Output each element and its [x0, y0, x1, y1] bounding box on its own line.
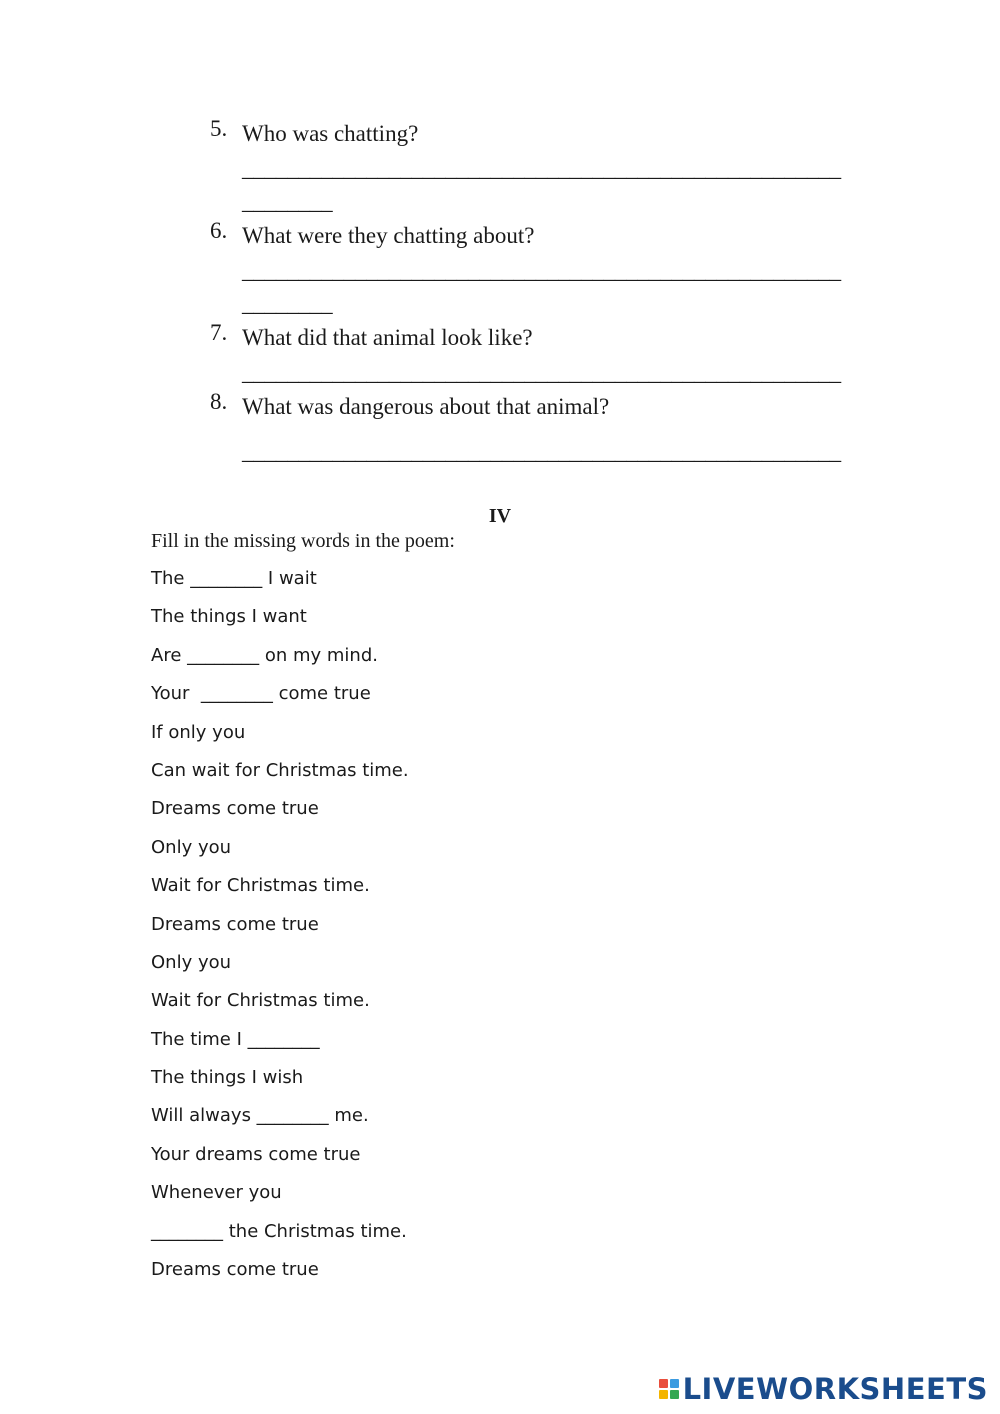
answer-line[interactable]: _____________________________________________________ — [242, 360, 841, 385]
poem-line: Only you — [151, 836, 232, 858]
question-text: What was dangerous about that animal? — [242, 394, 610, 419]
question-text: What did that animal look like? — [242, 325, 533, 350]
question-7 — [210, 320, 850, 389]
poem-line: Wait for Christmas time. — [151, 990, 370, 1012]
section-heading: IV — [488, 505, 512, 527]
question-8 — [210, 389, 850, 468]
poem — [151, 563, 409, 1292]
poem-line: Can wait for Christmas time. — [151, 759, 409, 781]
logo-square — [670, 1390, 679, 1399]
brand-name: LIVEWORKSHEETS — [682, 1372, 988, 1406]
poem-line: Whenever you — [151, 1182, 282, 1204]
logo-square — [659, 1379, 668, 1388]
poem-line[interactable]: Your ________ come true — [151, 683, 371, 705]
poem-line[interactable]: Are ________ on my mind. — [151, 644, 378, 666]
question-number: 6. — [210, 218, 228, 243]
answer-line[interactable]: ________ — [242, 291, 333, 316]
answer-line[interactable]: _____________________________________________________ — [242, 258, 841, 283]
poem-line: Only you — [151, 951, 232, 973]
logo-grid-icon — [659, 1379, 679, 1399]
poem-line[interactable]: The ________ I wait — [151, 568, 317, 589]
question-number: 7. — [210, 320, 228, 345]
logo-square — [659, 1390, 668, 1399]
question-list — [210, 116, 850, 468]
logo-square — [670, 1379, 679, 1388]
poem-line: Wait for Christmas time. — [151, 875, 370, 897]
question-6 — [210, 218, 850, 320]
poem-line[interactable]: The time I ________ — [151, 1028, 320, 1050]
answer-line[interactable]: _____________________________________________________ — [242, 439, 841, 464]
question-number: 8. — [210, 389, 228, 414]
answer-line[interactable]: ________ — [242, 189, 333, 214]
poem-line: The things I wish — [151, 1067, 304, 1089]
poem-line[interactable]: Will always ________ me. — [151, 1105, 369, 1127]
question-number: 5. — [210, 116, 228, 141]
question-5 — [210, 116, 850, 218]
poem-line: The things I want — [151, 606, 307, 628]
instruction-text: Fill in the missing words in the poem: — [151, 530, 455, 552]
poem-line: Dreams come true — [151, 798, 319, 820]
answer-line[interactable]: _____________________________________________________ — [242, 156, 841, 181]
liveworksheets-logo — [659, 1372, 988, 1406]
question-text: What were they chatting about? — [242, 223, 535, 248]
poem-line[interactable]: ________ the Christmas time. — [151, 1220, 407, 1242]
poem-line: Dreams come true — [151, 913, 319, 935]
poem-line: If only you — [151, 721, 246, 743]
poem-line: Your dreams come true — [151, 1143, 361, 1165]
question-text: Who was chatting? — [242, 121, 419, 146]
poem-line: Dreams come true — [151, 1259, 319, 1281]
